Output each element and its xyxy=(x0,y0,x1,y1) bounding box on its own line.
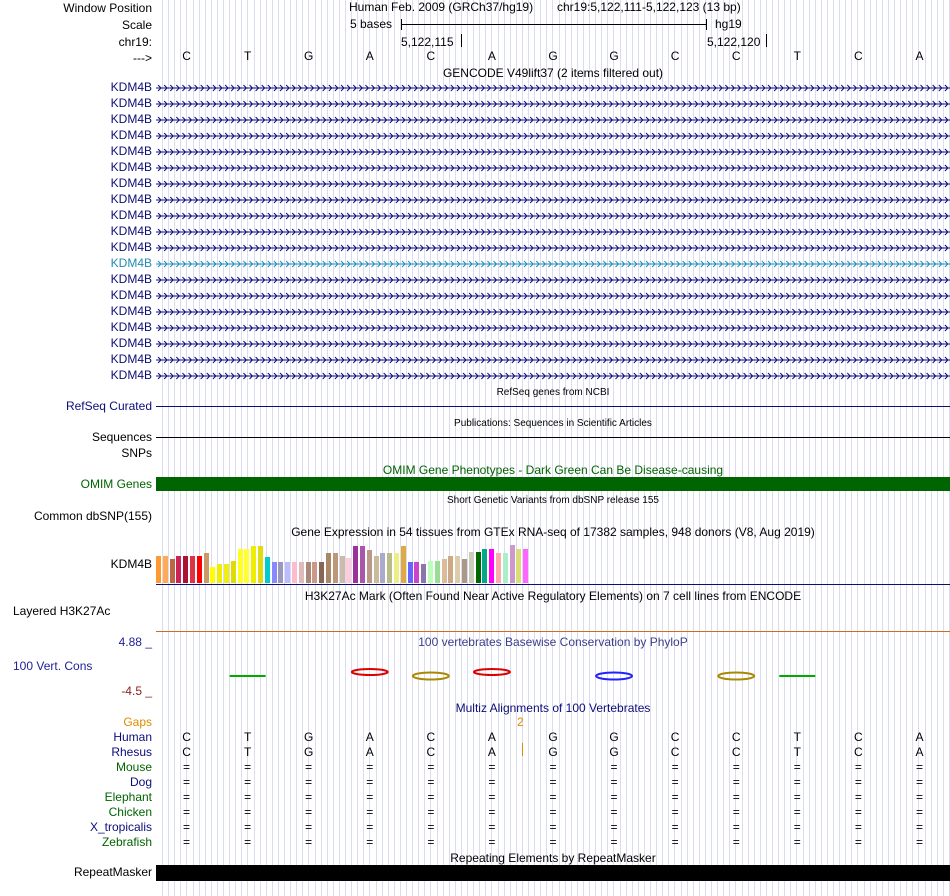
scale-bar-left-tick xyxy=(401,19,402,30)
phylop-track-title: 100 vertebrates Basewise Conservation by PhyloP xyxy=(418,635,688,649)
match-symbol: = xyxy=(732,790,740,804)
gencode-transcript[interactable] xyxy=(156,133,950,139)
match-symbol: = xyxy=(793,805,801,819)
gencode-transcript[interactable] xyxy=(156,101,950,107)
match-symbol: = xyxy=(366,760,374,774)
match-symbol: = xyxy=(549,760,557,774)
human-base: G xyxy=(304,730,314,744)
human-base: A xyxy=(487,730,496,744)
match-symbol: = xyxy=(732,805,740,819)
match-symbol: = xyxy=(183,775,191,789)
rhesus-base: G xyxy=(304,745,314,759)
repeatmasker-track-title: Repeating Elements by RepeatMasker xyxy=(450,851,656,865)
gtex-tissue-bar[interactable] xyxy=(183,556,188,583)
match-symbol: = xyxy=(610,835,618,849)
match-symbol: = xyxy=(366,790,374,804)
rhesus-base: G xyxy=(548,745,558,759)
match-symbol: = xyxy=(671,775,679,789)
rhesus-base: C xyxy=(670,745,680,759)
reference-base: C xyxy=(426,49,436,63)
gencode-transcript[interactable] xyxy=(156,149,950,155)
db-name: hg19 xyxy=(715,17,742,31)
match-symbol: = xyxy=(915,805,923,819)
match-symbol: = xyxy=(732,820,740,834)
match-symbol: = xyxy=(610,790,618,804)
gencode-transcript[interactable] xyxy=(156,245,950,251)
strand-arrow-label: ---> xyxy=(133,51,152,65)
gtex-tissue-bar[interactable] xyxy=(428,561,433,583)
reference-base: C xyxy=(670,49,680,63)
reference-base: A xyxy=(915,49,924,63)
refseq-track-title: RefSeq genes from NCBI xyxy=(496,387,610,398)
gencode-transcript[interactable] xyxy=(156,197,950,203)
match-symbol: = xyxy=(183,790,191,804)
gtex-tissue-bar[interactable] xyxy=(482,549,487,583)
species-label: X_tropicalis xyxy=(89,820,152,834)
human-base: G xyxy=(609,730,619,744)
match-symbol: = xyxy=(915,835,923,849)
match-symbol: = xyxy=(732,775,740,789)
gencode-gene-label[interactable]: KDM4B xyxy=(110,128,152,142)
gtex-track-label[interactable]: KDM4B xyxy=(110,557,152,571)
assembly-name: Human Feb. 2009 (GRCh37/hg19) xyxy=(349,0,534,14)
gtex-tissue-bar[interactable] xyxy=(469,552,474,583)
match-symbol: = xyxy=(915,820,923,834)
gencode-gene-label[interactable]: KDM4B xyxy=(110,96,152,110)
match-symbol: = xyxy=(305,775,313,789)
gtex-tissue-bar[interactable] xyxy=(210,567,215,583)
gtex-tissue-bar[interactable] xyxy=(503,553,508,583)
match-symbol: = xyxy=(488,820,496,834)
gtex-tissue-bar[interactable] xyxy=(333,553,338,583)
gtex-tissue-bar[interactable] xyxy=(204,553,209,583)
match-symbol: = xyxy=(854,805,862,819)
gtex-tissue-bar[interactable] xyxy=(394,553,399,583)
reference-base: C xyxy=(731,49,741,63)
match-symbol: = xyxy=(915,790,923,804)
phylop-score-glyph xyxy=(596,673,632,680)
gencode-gene-label[interactable]: KDM4B xyxy=(110,352,152,366)
gencode-gene-label[interactable]: KDM4B xyxy=(110,256,152,270)
chromosome-label: chr19: xyxy=(118,35,152,49)
gtex-tissue-bar[interactable] xyxy=(353,546,358,583)
window-position-label: Window Position xyxy=(63,1,152,15)
match-symbol: = xyxy=(488,805,496,819)
gtex-tissue-bar[interactable] xyxy=(278,562,283,583)
match-symbol: = xyxy=(671,805,679,819)
position-readout: chr19:5,122,111-5,122,123 (13 bp) xyxy=(557,0,741,14)
match-symbol: = xyxy=(305,835,313,849)
match-symbol: = xyxy=(244,820,252,834)
match-symbol: = xyxy=(183,760,191,774)
gencode-gene-label[interactable]: KDM4B xyxy=(110,144,152,158)
refseq-gene-line[interactable] xyxy=(156,406,950,407)
human-base: T xyxy=(793,730,801,744)
match-symbol: = xyxy=(671,760,679,774)
gtex-tissue-bar[interactable] xyxy=(462,559,467,583)
match-symbol: = xyxy=(549,835,557,849)
rhesus-base: A xyxy=(365,745,374,759)
gtex-tissue-bar[interactable] xyxy=(496,553,501,583)
rhesus-base: A xyxy=(915,745,924,759)
ruler-tick-label-right: 5,122,120 xyxy=(707,35,761,49)
gtex-tissue-bar[interactable] xyxy=(346,558,351,583)
phylop-score-glyph xyxy=(413,673,449,680)
ruler-tick-label-left: 5,122,115 xyxy=(401,35,454,49)
match-symbol: = xyxy=(915,775,923,789)
h3k27ac-track-title: H3K27Ac Mark (Often Found Near Active Regulatory Elements) on 7 cell lines from ENCODE xyxy=(304,589,802,603)
gtex-tissue-bar[interactable] xyxy=(244,549,249,583)
gtex-tissue-bar[interactable] xyxy=(292,562,297,583)
gtex-tissue-bar[interactable] xyxy=(285,562,290,583)
gtex-tissue-bar[interactable] xyxy=(319,562,324,583)
gencode-gene-label[interactable]: KDM4B xyxy=(110,208,152,222)
match-symbol: = xyxy=(915,760,923,774)
gtex-tissue-bar[interactable] xyxy=(455,556,460,583)
gencode-gene-label[interactable]: KDM4B xyxy=(110,320,152,334)
gtex-tissue-bar[interactable] xyxy=(401,546,406,583)
rhesus-base: A xyxy=(487,745,496,759)
species-label: Rhesus xyxy=(111,745,152,759)
gtex-tissue-bar[interactable] xyxy=(360,546,365,583)
gtex-baseline xyxy=(156,584,950,585)
match-symbol: = xyxy=(305,805,313,819)
species-label: Zebrafish xyxy=(101,835,152,849)
match-symbol: = xyxy=(427,820,435,834)
gencode-gene-label[interactable]: KDM4B xyxy=(110,112,152,126)
match-symbol: = xyxy=(183,820,191,834)
match-symbol: = xyxy=(610,820,618,834)
phylop-track-label[interactable]: 100 Vert. Cons xyxy=(13,659,93,673)
match-symbol: = xyxy=(427,775,435,789)
match-symbol: = xyxy=(244,790,252,804)
gtex-tissue-bar[interactable] xyxy=(190,556,195,583)
gtex-tissue-bar[interactable] xyxy=(176,556,181,583)
gtex-tissue-bar[interactable] xyxy=(326,553,331,583)
rhesus-base: G xyxy=(609,745,619,759)
gtex-tissue-bar[interactable] xyxy=(476,552,481,583)
human-base: C xyxy=(426,730,436,744)
phylop-score-glyph xyxy=(352,669,388,675)
reference-base: C xyxy=(182,49,191,63)
gencode-transcript[interactable] xyxy=(156,213,950,219)
reference-base: T xyxy=(793,49,801,63)
rhesus-base: T xyxy=(243,745,252,759)
gtex-tissue-bar[interactable] xyxy=(408,562,413,583)
match-symbol: = xyxy=(366,805,374,819)
dbsnp-track-label[interactable]: Common dbSNP(155) xyxy=(33,509,152,523)
match-symbol: = xyxy=(488,775,496,789)
publications-track-title: Publications: Sequences in Scientific Articles xyxy=(454,418,652,429)
gtex-tissue-bar[interactable] xyxy=(421,564,426,583)
match-symbol: = xyxy=(793,790,801,804)
snps-track-label[interactable]: SNPs xyxy=(121,446,152,460)
gtex-tissue-bar[interactable] xyxy=(374,556,379,583)
gencode-gene-label[interactable]: KDM4B xyxy=(110,272,152,286)
gtex-tissue-bar[interactable] xyxy=(258,546,263,583)
match-symbol: = xyxy=(183,835,191,849)
match-symbol: = xyxy=(427,760,435,774)
gtex-tissue-bar[interactable] xyxy=(380,553,385,583)
gencode-transcript[interactable] xyxy=(156,293,950,299)
match-symbol: = xyxy=(854,790,862,804)
repeatmasker-element[interactable] xyxy=(156,865,950,881)
publications-line[interactable] xyxy=(156,437,950,438)
dbsnp-track-title: Short Genetic Variants from dbSNP release 155 xyxy=(447,495,659,506)
gtex-tissue-bar[interactable] xyxy=(387,553,392,583)
species-label: Dog xyxy=(129,775,152,789)
gencode-transcript[interactable] xyxy=(156,373,950,379)
gencode-gene-label[interactable]: KDM4B xyxy=(110,192,152,206)
match-symbol: = xyxy=(854,760,862,774)
gencode-transcript[interactable] xyxy=(156,261,950,267)
match-symbol: = xyxy=(488,790,496,804)
gtex-tissue-bar[interactable] xyxy=(272,562,277,583)
phylop-max-label: 4.88 _ xyxy=(118,635,152,649)
match-symbol: = xyxy=(793,775,801,789)
multiz-track-title: Multiz Alignments of 100 Vertebrates xyxy=(455,701,651,715)
repeatmasker-track-label[interactable]: RepeatMasker xyxy=(73,865,152,879)
human-base: C xyxy=(182,730,191,744)
match-symbol: = xyxy=(244,805,252,819)
gtex-tissue-bar[interactable] xyxy=(238,549,243,583)
gencode-gene-label[interactable]: KDM4B xyxy=(110,176,152,190)
match-symbol: = xyxy=(854,835,862,849)
match-symbol: = xyxy=(427,805,435,819)
match-symbol: = xyxy=(244,760,252,774)
match-symbol: = xyxy=(793,820,801,834)
phylop-conservation-plot[interactable] xyxy=(156,650,950,695)
scale-bar-right-tick xyxy=(706,19,707,30)
match-symbol: = xyxy=(549,775,557,789)
match-symbol: = xyxy=(427,835,435,849)
rhesus-base: C xyxy=(854,745,863,759)
gencode-track-title: GENCODE V49lift37 (2 items filtered out) xyxy=(442,66,664,80)
species-label: Elephant xyxy=(104,790,152,804)
species-label: Human xyxy=(113,730,152,744)
gencode-gene-label[interactable]: KDM4B xyxy=(110,80,152,94)
gtex-tissue-bar[interactable] xyxy=(523,549,528,583)
rhesus-base: C xyxy=(731,745,741,759)
match-symbol: = xyxy=(793,760,801,774)
human-base: C xyxy=(854,730,863,744)
reference-base: A xyxy=(365,49,374,63)
gencode-transcript[interactable] xyxy=(156,165,950,171)
match-symbol: = xyxy=(305,760,313,774)
reference-base: C xyxy=(854,49,863,63)
rhesus-base: C xyxy=(426,745,436,759)
match-symbol: = xyxy=(610,775,618,789)
ruler-tick-right xyxy=(766,34,767,47)
gencode-gene-label[interactable]: KDM4B xyxy=(110,336,152,350)
gencode-transcript[interactable] xyxy=(156,341,950,347)
match-symbol: = xyxy=(732,835,740,849)
gencode-gene-label[interactable]: KDM4B xyxy=(110,368,152,382)
gtex-expression-bars[interactable] xyxy=(156,540,556,583)
gencode-transcripts[interactable] xyxy=(156,80,950,384)
h3k27ac-track-label[interactable]: Layered H3K27Ac xyxy=(13,604,111,618)
gencode-gene-label[interactable]: KDM4B xyxy=(110,160,152,174)
match-symbol: = xyxy=(366,820,374,834)
gencode-transcript[interactable] xyxy=(156,229,950,235)
reference-base: G xyxy=(548,49,558,63)
gtex-tissue-bar[interactable] xyxy=(442,559,447,583)
match-symbol: = xyxy=(549,790,557,804)
omim-track-title: OMIM Gene Phenotypes - Dark Green Can Be Disease-causing xyxy=(382,463,724,477)
match-symbol: = xyxy=(854,820,862,834)
gtex-tissue-bar[interactable] xyxy=(510,545,515,583)
gap-count: 2 xyxy=(517,715,524,729)
match-symbol: = xyxy=(549,805,557,819)
scale-label: Scale xyxy=(121,18,152,32)
gtex-tissue-bar[interactable] xyxy=(163,556,168,583)
gtex-tissue-bar[interactable] xyxy=(217,564,222,583)
gtex-tissue-bar[interactable] xyxy=(265,557,270,583)
publications-track-label[interactable]: Sequences xyxy=(91,430,152,444)
gtex-tissue-bar[interactable] xyxy=(367,550,372,583)
rhesus-base: C xyxy=(182,745,191,759)
match-symbol: = xyxy=(366,775,374,789)
match-symbol: = xyxy=(488,760,496,774)
gtex-tissue-bar[interactable] xyxy=(516,549,521,583)
gtex-track-title: Gene Expression in 54 tissues from GTEx RNA-seq of 17382 samples, 948 donors (V8, Aug 2019) xyxy=(291,525,815,539)
match-symbol: = xyxy=(244,775,252,789)
rhesus-base: T xyxy=(793,745,801,759)
gtex-tissue-bar[interactable] xyxy=(448,556,453,583)
gtex-tissue-bar[interactable] xyxy=(197,556,202,583)
phylop-min-label: -4.5 _ xyxy=(121,684,152,698)
human-base: G xyxy=(548,730,558,744)
gtex-tissue-bar[interactable] xyxy=(170,559,175,583)
phylop-score-glyph xyxy=(474,669,510,675)
human-base: C xyxy=(731,730,741,744)
match-symbol: = xyxy=(793,835,801,849)
gencode-transcript[interactable] xyxy=(156,117,950,123)
scale-bar xyxy=(401,24,706,25)
gtex-tissue-bar[interactable] xyxy=(156,556,161,583)
refseq-track-label[interactable]: RefSeq Curated xyxy=(65,399,152,413)
match-symbol: = xyxy=(854,775,862,789)
match-symbol: = xyxy=(732,760,740,774)
human-base: T xyxy=(243,730,252,744)
reference-base: T xyxy=(243,49,252,63)
omim-track-label[interactable]: OMIM Genes xyxy=(80,477,152,491)
gtex-tissue-bar[interactable] xyxy=(312,562,317,583)
gencode-transcript[interactable] xyxy=(156,325,950,331)
gtex-tissue-bar[interactable] xyxy=(414,562,419,583)
gtex-tissue-bar[interactable] xyxy=(251,546,256,583)
species-label: Mouse xyxy=(115,760,152,774)
match-symbol: = xyxy=(549,820,557,834)
reference-base: G xyxy=(304,49,314,63)
gencode-gene-label[interactable]: KDM4B xyxy=(110,304,152,318)
phylop-score-glyph xyxy=(718,673,754,680)
gencode-transcript[interactable] xyxy=(156,357,950,363)
match-symbol: = xyxy=(671,820,679,834)
gtex-tissue-bar[interactable] xyxy=(299,562,304,583)
gencode-gene-label[interactable]: KDM4B xyxy=(110,240,152,254)
gencode-transcript[interactable] xyxy=(156,277,950,283)
match-symbol: = xyxy=(366,835,374,849)
gtex-tissue-bar[interactable] xyxy=(340,556,345,583)
match-symbol: = xyxy=(183,805,191,819)
gtex-tissue-bar[interactable] xyxy=(435,561,440,583)
gaps-label: Gaps xyxy=(123,715,152,729)
gtex-tissue-bar[interactable] xyxy=(231,561,236,583)
human-base: A xyxy=(365,730,374,744)
gencode-transcript[interactable] xyxy=(156,309,950,315)
reference-base: A xyxy=(487,49,496,63)
h3k27ac-baseline xyxy=(156,631,950,632)
gencode-transcript[interactable] xyxy=(156,181,950,187)
omim-gene-bar[interactable] xyxy=(156,477,950,491)
match-symbol: = xyxy=(305,790,313,804)
match-symbol: = xyxy=(244,835,252,849)
match-symbol: = xyxy=(488,835,496,849)
match-symbol: = xyxy=(671,790,679,804)
match-symbol: = xyxy=(610,760,618,774)
ruler-tick-left xyxy=(461,34,462,47)
human-base: A xyxy=(915,730,924,744)
gtex-tissue-bar[interactable] xyxy=(306,562,311,583)
species-label: Chicken xyxy=(108,805,152,819)
gencode-gene-label[interactable]: KDM4B xyxy=(110,288,152,302)
reference-base: G xyxy=(609,49,619,63)
match-symbol: = xyxy=(671,835,679,849)
gencode-transcript[interactable] xyxy=(156,85,950,91)
scale-text: 5 bases xyxy=(350,17,393,31)
gencode-gene-label[interactable]: KDM4B xyxy=(110,224,152,238)
match-symbol: = xyxy=(610,805,618,819)
human-base: C xyxy=(670,730,680,744)
gtex-tissue-bar[interactable] xyxy=(489,549,494,583)
gtex-tissue-bar[interactable] xyxy=(224,564,229,583)
match-symbol: = xyxy=(305,820,313,834)
match-symbol: = xyxy=(427,790,435,804)
